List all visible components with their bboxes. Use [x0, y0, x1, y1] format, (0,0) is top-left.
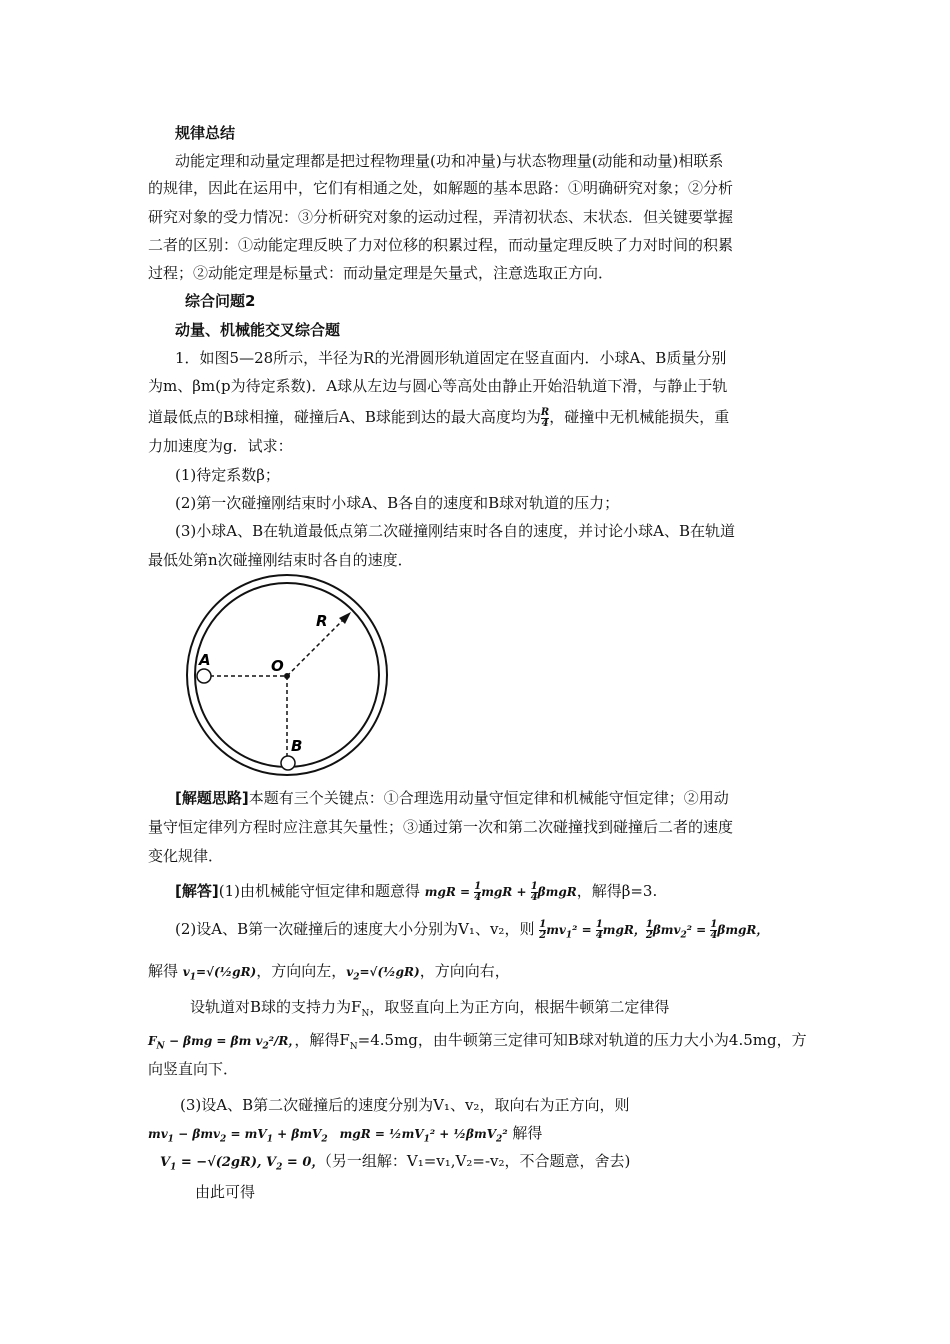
think-text-1: 本题有三个关键点：①合理选用动量守恒定律和机械能守恒定律；②用动 — [248, 789, 729, 807]
answer-1-post: ，解得β=3. — [576, 882, 658, 900]
answer-1-pre: (1)由机械能守恒定律和题意得 — [218, 882, 420, 900]
sub-question-3b: 最低处第n次碰撞刚结束时各自的速度． — [148, 551, 413, 569]
equation-2: $\frac{1}{2}$ $mv_1^2$ = $\frac{1}{4}$ mgR， $\frac{1}{2}$ βmv$_2$² = $\frac{1}{4}$ βmgR， — [539, 919, 769, 941]
answer-2-pre: (2)设A、B第一次碰撞后的速度大小分别为V₁、v₂，则 — [175, 920, 535, 938]
law-line-1: 动能定理和动量定理都是把过程物理量(功和冲量)与状态物理量(动能和动量)相联系 — [175, 152, 724, 170]
law-title: 规律总结 — [175, 124, 236, 142]
label-o: O — [271, 657, 284, 675]
answer-3-line-3 — [160, 1150, 820, 1179]
answer-3-solve: 解得 — [512, 1124, 543, 1142]
circular-track-figure — [183, 573, 393, 778]
comp-title: 综合问题2 — [185, 292, 256, 310]
equation-3a: $mv_1 - \beta mv_2 = mV_1 + \beta mV_2$ mgR = $\frac{1}{2}mV_1^2$ + ½βmV$_2$² — [148, 1127, 508, 1145]
think-tag: [解题思路] — [175, 789, 249, 807]
answer-3-line-4: 由此可得 — [195, 1183, 256, 1201]
question-line-4: 力加速度为g．试求： — [148, 437, 293, 455]
think-line-2: 量守恒定律列方程时应注意其矢量性；③通过第一次和第二次碰撞找到碰撞后二者的速度 — [148, 818, 734, 836]
answer-2-solve: 解得 — [148, 962, 179, 980]
answer-2-line-1 — [175, 918, 835, 946]
answer-3-line-1: (3)设A、B第二次碰撞后的速度分别为V₁、v₂，取向右为正方向，则 — [180, 1096, 630, 1114]
label-b: B — [291, 737, 303, 755]
law-line-3: 研究对象的受力情况：③分析研究对象的运动过程，弄清初状态、末状态．但关键要掌握 — [148, 208, 734, 226]
equation-v2: $v_2=√(\frac{1}{2}gR)$ — [346, 965, 420, 983]
equation-3b: $V_1 = -√(2gR)$, $V_2 = 0$， — [160, 1155, 325, 1173]
question-line-3a: 道最低点的B球相撞，碰撞后A、B球能到达的最大高度均为 — [148, 408, 541, 426]
question-line-3b: ，碰撞中无机械能损失，重 — [549, 408, 730, 426]
sub-question-3: (3)小球A、B在轨道最低点第二次碰撞刚结束时各自的速度，并讨论小球A、B在轨道 — [175, 522, 735, 540]
answer-2-line2a: 设轨道对B球的支持力为F — [190, 998, 362, 1016]
law-line-4: 二者的区别：①动能定理反映了力对位移的积累过程，而动量定理反映了力对时间的积累 — [148, 236, 734, 254]
answer-2-line-2 — [148, 960, 808, 988]
answer-2-right: ，方向向右， — [419, 962, 510, 980]
answer-2-line3b: =4.5mg，由牛顿第三定律可知B球对轨道的压力大小为4.5mg，方 — [357, 1031, 807, 1049]
answer-3-line-2 — [148, 1122, 808, 1150]
answer-2-line2b: ，取竖直向上为正方向，根据牛顿第二定律得 — [369, 998, 670, 1016]
sub-n-1: N — [361, 1009, 370, 1019]
answer-2-line-4 — [148, 1029, 808, 1058]
r-over-4-fraction: $\frac{R}{4}$ — [540, 406, 550, 429]
label-a: A — [199, 651, 211, 669]
answer-3-other: （另一组解：V₁=v₁,V₂=-v₂，不合题意，舍去) — [324, 1152, 631, 1170]
answer-tag: [解答] — [175, 882, 219, 900]
sub-question-2: (2)第一次碰撞刚结束时小球A、B各自的速度和B球对轨道的压力； — [175, 494, 620, 512]
think-line-1 — [175, 787, 835, 809]
think-line-3: 变化规律． — [148, 847, 224, 865]
question-line-1: 1．如图5—28所示，半径为R的光滑圆形轨道固定在竖直面内．小球A、B质量分别 — [175, 349, 727, 367]
label-r: R — [316, 612, 328, 630]
equation-v1: $v_1=√(\frac{1}{2}gR)$ — [182, 965, 257, 983]
answer-line-1 — [175, 880, 835, 903]
law-line-5: 过程；②动能定理是标量式：而动量定理是矢量式，注意选取正方向． — [148, 264, 614, 282]
answer-2-line-5: 向竖直向下． — [148, 1060, 239, 1078]
sub-n-2: N — [349, 1042, 358, 1052]
question-line-2: 为m、βm(p为待定系数)．A球从左边与圆心等高处由静止开始沿轨道下滑，与静止于轨 — [148, 377, 728, 395]
answer-2-left: ，方向向左， — [256, 962, 347, 980]
answer-2-line-3 — [190, 996, 850, 1025]
question-line-3 — [148, 406, 808, 429]
law-line-2: 的规律，因此在运用中，它们有相通之处，如解题的基本思路：①明确研究对象；②分析 — [148, 179, 734, 197]
equation-newton: $F_N - \beta mg = \beta m$ $v_2^2/R$， — [148, 1034, 295, 1052]
answer-2-line3a: ，解得F — [294, 1031, 350, 1049]
equation-1: mgR = $\frac{1}{4}$ mgR + $\frac{1}{4}$ βmgR — [424, 881, 577, 903]
topic-title: 动量、机械能交叉综合题 — [175, 321, 341, 339]
sub-question-1: (1)待定系数β； — [175, 466, 280, 484]
